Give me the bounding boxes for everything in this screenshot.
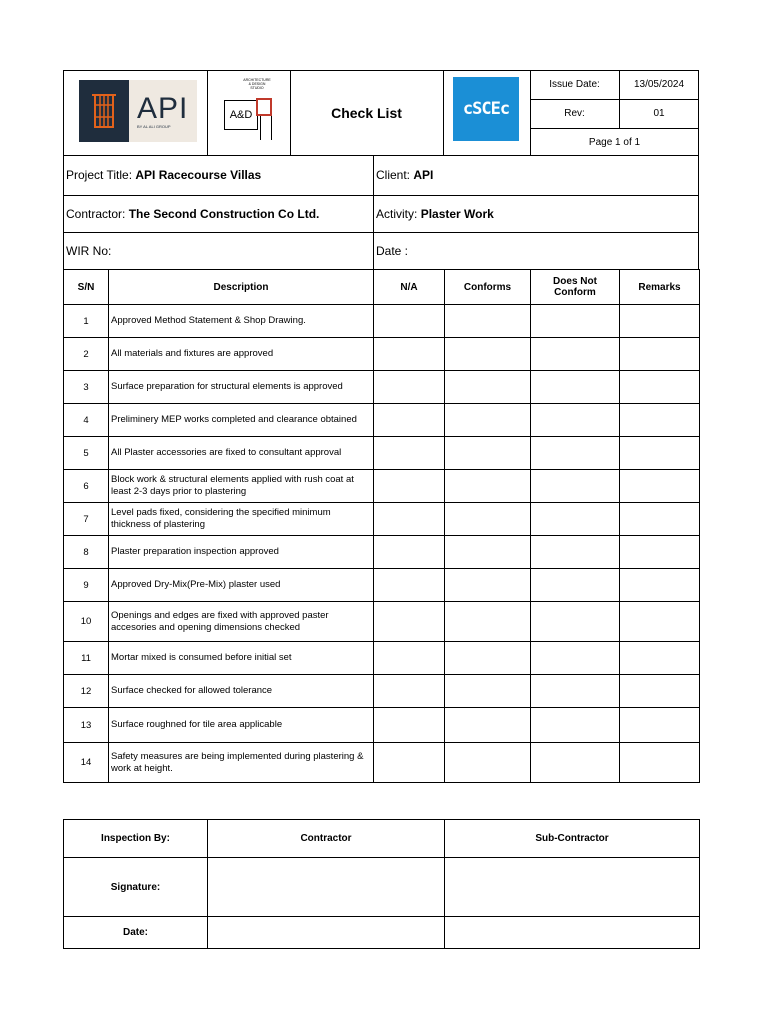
issue-date-value: 13/05/2024 — [633, 79, 685, 90]
table-row: 1 Approved Method Statement & Shop Drawing. — [64, 305, 700, 338]
cscec-logo-text: cSCEc — [462, 99, 510, 119]
remarks-cell[interactable] — [620, 536, 700, 569]
na-cell[interactable] — [374, 503, 445, 536]
does-not-conform-cell[interactable] — [531, 602, 620, 642]
na-cell[interactable] — [374, 642, 445, 675]
conforms-cell[interactable] — [445, 470, 531, 503]
na-cell[interactable] — [374, 404, 445, 437]
conforms-cell[interactable] — [445, 536, 531, 569]
project-title-value: API Racecourse Villas — [135, 168, 262, 182]
contractor-field: Contractor: The Second Construction Co Ltd. — [66, 206, 320, 221]
remarks-cell[interactable] — [620, 470, 700, 503]
cscec-logo — [453, 77, 519, 141]
table-row: 7 Level pads fixed, considering the specified minimum thickness of plastering — [64, 503, 700, 536]
na-cell[interactable] — [374, 536, 445, 569]
api-logo-text: API — [137, 91, 189, 125]
does-not-conform-cell[interactable] — [531, 371, 620, 404]
na-cell[interactable] — [374, 675, 445, 708]
does-not-conform-cell[interactable] — [531, 743, 620, 783]
remarks-cell[interactable] — [620, 569, 700, 602]
na-cell[interactable] — [374, 569, 445, 602]
wir-no-field: WIR No: — [66, 243, 112, 258]
checklist-table — [63, 269, 700, 783]
conforms-cell[interactable] — [445, 569, 531, 602]
sub-contractor-signature-cell[interactable] — [445, 858, 700, 917]
conforms-cell[interactable] — [445, 503, 531, 536]
issue-date-label: Issue Date: — [549, 79, 600, 90]
remarks-cell[interactable] — [620, 503, 700, 536]
ad-logo-text: A&D — [229, 109, 253, 121]
api-logo-subtext: BY AL ALI GROUP — [137, 123, 171, 129]
date-field: Date : — [376, 243, 409, 258]
col-header-description: Description — [109, 270, 374, 305]
na-cell[interactable] — [374, 437, 445, 470]
table-row: 12 Surface checked for allowed tolerance — [64, 675, 700, 708]
na-cell[interactable] — [374, 602, 445, 642]
conforms-cell[interactable] — [445, 404, 531, 437]
does-not-conform-cell[interactable] — [531, 305, 620, 338]
does-not-conform-cell[interactable] — [531, 470, 620, 503]
checklist-header-row — [64, 270, 700, 305]
remarks-cell[interactable] — [620, 743, 700, 783]
col-header-remarks: Remarks — [620, 270, 700, 305]
remarks-cell[interactable] — [620, 371, 700, 404]
remarks-cell[interactable] — [620, 305, 700, 338]
col-header-does-not-conform: Does Not Conform — [531, 270, 620, 305]
na-cell[interactable] — [374, 371, 445, 404]
conforms-cell[interactable] — [445, 371, 531, 404]
does-not-conform-cell[interactable] — [531, 338, 620, 371]
page-title: Check List — [331, 105, 402, 121]
signoff-table — [63, 819, 700, 949]
table-row: 2 All materials and fixtures are approved — [64, 338, 700, 371]
does-not-conform-cell[interactable] — [531, 569, 620, 602]
does-not-conform-cell[interactable] — [531, 404, 620, 437]
remarks-cell[interactable] — [620, 708, 700, 743]
sub-contractor-date-cell[interactable] — [445, 917, 700, 949]
conforms-cell[interactable] — [445, 602, 531, 642]
na-cell[interactable] — [374, 305, 445, 338]
na-cell[interactable] — [374, 338, 445, 371]
remarks-cell[interactable] — [620, 437, 700, 470]
col-header-sn: S/N — [64, 270, 109, 305]
inspection-by-label: Inspection By: — [64, 820, 208, 858]
na-cell[interactable] — [374, 743, 445, 783]
conforms-cell[interactable] — [445, 305, 531, 338]
conforms-cell[interactable] — [445, 708, 531, 743]
activity-field: Activity: Plaster Work — [376, 206, 494, 221]
rev-value: 01 — [653, 108, 665, 119]
na-cell[interactable] — [374, 470, 445, 503]
does-not-conform-cell[interactable] — [531, 437, 620, 470]
table-row: 6 Block work & structural elements applied with rush coat at least 2-3 days prior to plastering — [64, 470, 700, 503]
does-not-conform-cell[interactable] — [531, 675, 620, 708]
client-field: Client: API — [376, 168, 434, 182]
remarks-cell[interactable] — [620, 404, 700, 437]
table-row: 3 Surface preparation for structural elements is approved — [64, 371, 700, 404]
table-row: 4 Preliminery MEP works completed and clearance obtained — [64, 404, 700, 437]
does-not-conform-cell[interactable] — [531, 642, 620, 675]
signature-label: Signature: — [64, 858, 208, 917]
ad-logo-red-frame-icon — [256, 98, 272, 116]
contractor-column-label: Contractor — [208, 820, 445, 858]
table-row: 10 Openings and edges are fixed with approved paster accesories and opening dimensions checked — [64, 602, 700, 642]
contractor-signature-cell[interactable] — [208, 858, 445, 917]
conforms-cell[interactable] — [445, 675, 531, 708]
col-header-conforms: Conforms — [445, 270, 531, 305]
remarks-cell[interactable] — [620, 602, 700, 642]
client-value: API — [413, 168, 434, 182]
table-row: 8 Plaster preparation inspection approved — [64, 536, 700, 569]
table-row: 14 Safety measures are being implemented during plastering & work at height. — [64, 743, 700, 783]
contractor-value: The Second Construction Co Ltd. — [128, 206, 320, 221]
project-title-field: Project Title: API Racecourse Villas — [66, 168, 262, 182]
api-logo — [79, 80, 197, 142]
remarks-cell[interactable] — [620, 338, 700, 371]
signoff-date-label: Date: — [64, 917, 208, 949]
remarks-cell[interactable] — [620, 675, 700, 708]
sub-contractor-column-label: Sub-Contractor — [445, 820, 700, 858]
ad-logo — [220, 78, 280, 146]
activity-value: Plaster Work — [420, 206, 494, 221]
table-row: 9 Approved Dry-Mix(Pre-Mix) plaster used — [64, 569, 700, 602]
ad-logo-small-text: ARCHITECTURE & DESIGN STUDIO — [243, 78, 271, 90]
table-row: 11 Mortar mixed is consumed before initial set — [64, 642, 700, 675]
remarks-cell[interactable] — [620, 642, 700, 675]
table-row: 5 All Plaster accessories are fixed to consultant approval — [64, 437, 700, 470]
na-cell[interactable] — [374, 708, 445, 743]
api-logo-emblem-icon — [79, 80, 129, 142]
conforms-cell[interactable] — [445, 642, 531, 675]
conforms-cell[interactable] — [445, 338, 531, 371]
does-not-conform-cell[interactable] — [531, 503, 620, 536]
conforms-cell[interactable] — [445, 437, 531, 470]
rev-label: Rev: — [564, 108, 585, 119]
table-row: 13 Surface roughned for tile area applicable — [64, 708, 700, 743]
col-header-na: N/A — [374, 270, 445, 305]
does-not-conform-cell[interactable] — [531, 536, 620, 569]
conforms-cell[interactable] — [445, 743, 531, 783]
does-not-conform-cell[interactable] — [531, 708, 620, 743]
page-number: Page 1 of 1 — [588, 136, 641, 148]
contractor-date-cell[interactable] — [208, 917, 445, 949]
